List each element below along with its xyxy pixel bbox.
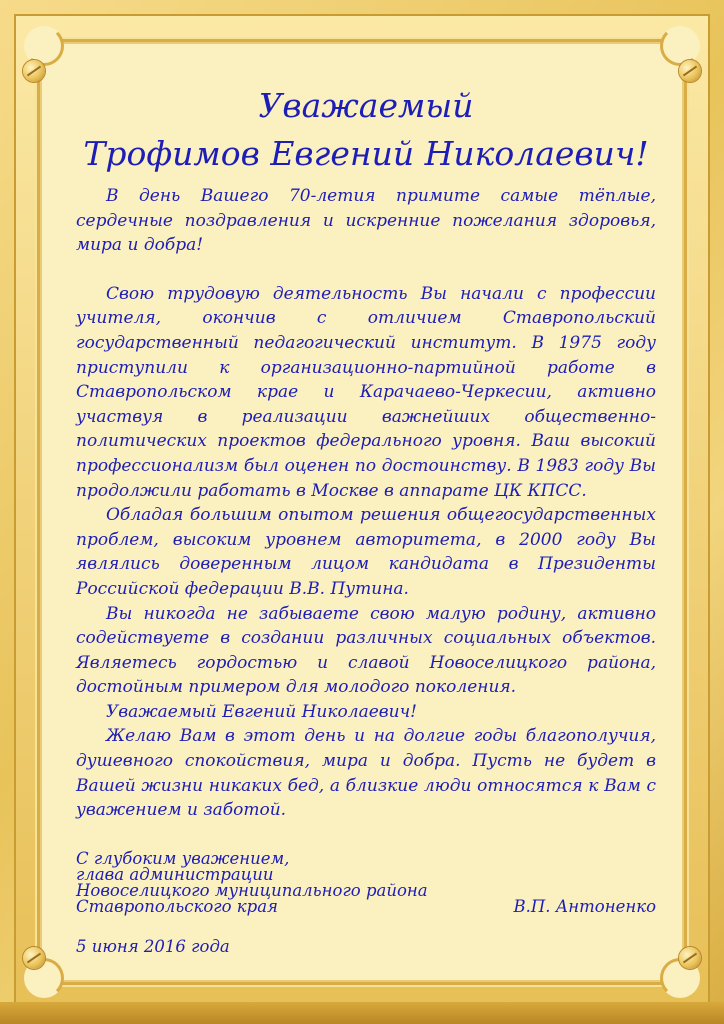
paragraph-homeland: Вы никогда не забываете свою малую родину, активно содействуете в создании различных социальных объектов. Являетесь гордостью и славой Новоселицкого района, достойным примером для молодого поколения.	[76, 603, 656, 698]
signature-line-4: Ставропольского края	[76, 896, 278, 916]
paragraph-experience: Обладая большим опытом решения общегосударственных проблем, высоким уровнем авторитета, в 2000 году Вы являлись доверенным лицом кандидата в Президенты Российской федерации В.В. Путина.	[76, 505, 656, 599]
paragraph-career: Свою трудовую деятельность Вы начали с профессии учителя, окончив с отличием Ставропольский государственный педагогический институт. В 1975 году приступили к организационно-партийной работе в Ставропольском крае и Карачаево-Черкесии, активно участвуя в реализации важнейших общественно-политических проектов федерального уровня. Ваш высокий профессионализм был оценен по достоинству. В 1983 году Вы продолжили работать в Москве в аппарате ЦК КПСС.	[76, 283, 656, 501]
signature-row	[76, 896, 656, 916]
signature-line-2: глава администрации	[76, 864, 274, 884]
greeting-line-2: Трофимов Евгений Николаевич!	[83, 134, 649, 173]
signature-line-1: С глубоким уважением,	[76, 848, 290, 868]
screw-icon	[23, 60, 45, 82]
frame-bottom-bar	[0, 1002, 724, 1024]
screw-icon	[679, 947, 701, 969]
signatory-name: В.П. Антоненко	[513, 896, 656, 916]
screw-icon	[679, 60, 701, 82]
greeting-title	[76, 82, 656, 178]
signature-block	[76, 848, 656, 916]
paragraph-congratulation: В день Вашего 70-летия примите самые тёплые, сердечные поздравления и искренние пожелания здоровья, мира и добра!	[76, 186, 656, 256]
greeting-line-1: Уважаемый	[258, 86, 474, 125]
paragraph-wishes: Желаю Вам в этот день и на долгие годы благополучия, душевного спокойствия, мира и добра. Пусть не будет в Вашей жизни никаких бед, а близкие люди относятся к Вам с уважением и заботой.	[76, 726, 656, 821]
paragraph-address: Уважаемый Евгений Николаевич!	[106, 701, 418, 722]
screw-icon	[23, 947, 45, 969]
letter-content	[76, 82, 656, 956]
letter-date: 5 июня 2016 года	[76, 936, 230, 956]
signature-line-3: Новоселицкого муниципального района	[76, 880, 428, 900]
